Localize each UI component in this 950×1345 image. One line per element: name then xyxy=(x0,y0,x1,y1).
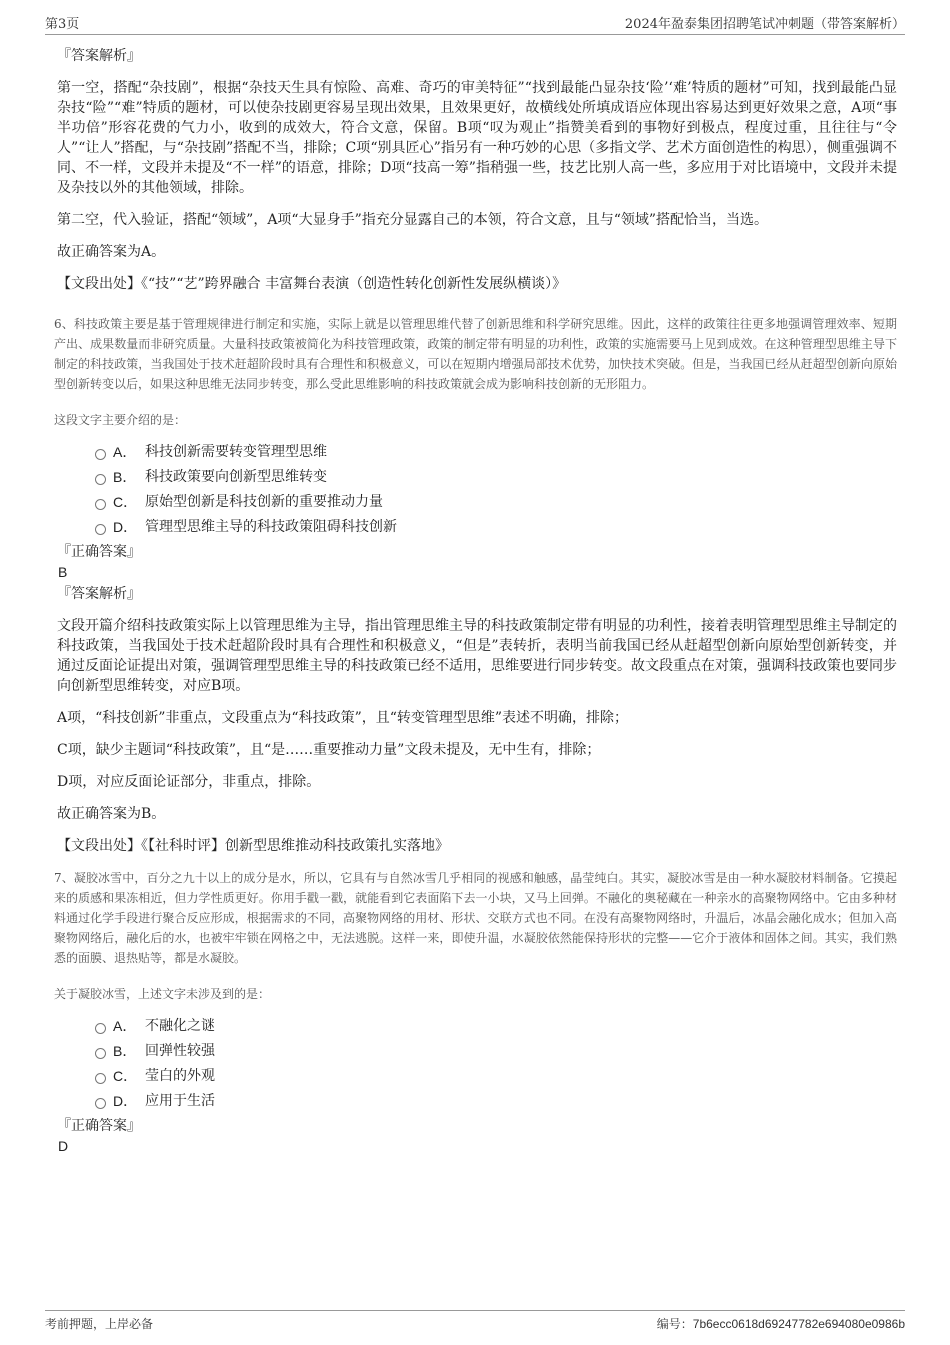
q6-analysis-paragraph: 文段开篇介绍科技政策实际上以管理思维为主导，指出管理思维主导的科技政策制定带有明显的功利性，接着表明管理型思维主导制定的科技政策，当我国处于技术赶超阶段时具有合理性和积极意义，“但是”表转折，表明当前我国已经从赶超型创新向原始型创新转变，并通过反面论证提出对策，强调管理型思维主导的科技政策已经不适用，思维要进行同步转变。故文段重点在对策，强调科技政策也要同步向创新型思维转变，对应B项。 xyxy=(57,618,897,694)
q7-prompt: 关于凝胶冰雪，上述文字未涉及到的是： xyxy=(54,987,271,1001)
q6-options xyxy=(95,442,897,537)
q7-option-d[interactable]: D． 应用于生活 xyxy=(95,1091,897,1111)
footer-code xyxy=(657,1315,905,1332)
radio-icon[interactable] xyxy=(95,1048,106,1059)
q6-option-b[interactable]: B． 科技政策要向创新型思维转变 xyxy=(95,467,897,487)
q7-correct-label: 『正确答案』 xyxy=(57,1118,141,1134)
q6-option-a[interactable]: A． 科技创新需要转变管理型思维 xyxy=(95,442,897,462)
page-header xyxy=(45,10,905,35)
q6-stem: 6、科技政策主要是基于管理规律进行制定和实施，实际上就是以管理思维代替了创新思维和科学研究思维。因此，这样的政策往往更多地强调管理效率、短期产出、成果数量而非研究质量。大量科技政策被简化为科技管理政策，政策的制定带有明显的功利性，政策的实施需要马上见到成效。在这种管理型思维主导下制定的科技政策，当我国处于技术赶超阶段时具有合理性和积极意义，可以在短期内增强局部技术优势，加快技术突破。但是，当我国已经从赶超型创新向原始型创新转变以后，如果这种思维无法同步转变，那么受此思维影响的科技政策就会成为影响科技创新的无形阻力。 xyxy=(54,317,897,391)
radio-icon[interactable] xyxy=(95,499,106,510)
radio-icon[interactable] xyxy=(95,474,106,485)
q6-analysis-paragraph: A项，“科技创新”非重点，文段重点为“科技政策”，且“转变管理型思维”表述不明确，排除； xyxy=(57,710,629,726)
q6-option-d[interactable]: D． 管理型思维主导的科技政策阻碍科技创新 xyxy=(95,517,897,537)
q5-analysis-paragraph: 第一空，搭配“杂技剧”，根据“杂技天生具有惊险、高难、奇巧的审美特征”“找到最能凸显杂技‘险’‘难’特质的题材”可知，找到最能凸显杂技“险”“难”特质的题材，可以使杂技剧更容易呈现出效果，且效果更好，故横线处所填成语应体现出容易达到更好效果之意，A项“事半功倍”形容花费的气力小，收到的成效大，符合文意，保留。B项“叹为观止”指赞美看到的事物好到极点，程度过重，且往往与“令人”“让人”搭配，与“杂技剧”搭配不当，排除；C项“别具匠心”指另有一种巧妙的心思（多指文学、艺术方面创造性的构思），侧重强调不同、不一样，文段并未提及“不一样”的语意，排除；D项“技高一筹”指稍强一些，技艺比别人高一些，多应用于对比语境中，文段并未提及杂技以外的其他领域，排除。 xyxy=(57,80,897,196)
q7-stem: 7、凝胶冰雪中，百分之九十以上的成分是水，所以，它具有与自然冰雪几乎相同的视感和触感，晶莹纯白。其实，凝胶冰雪是由一种水凝胶材料制备。它摸起来的质感和果冻相近，但力学性质更好。你用手戳一戳，就能看到它表面陷下去一小块，又马上回弹。不融化的奥秘藏在一种亲水的高聚物网络中。它由多种材料通过化学手段进行聚合反应形成，根据需求的不同，高聚物网络的用材、形状、交联方式也不同。在没有高聚物网络时，升温后，冰晶会融化成水；但加入高聚物网络后，融化后的水，也被牢牢锁在网格之中，无法逃脱。这样一来，即使升温，水凝胶依然能保持形状的完整——它介于液体和固体之间。其实，我们熟悉的面膜、退热贴等，都是水凝胶。 xyxy=(54,871,897,965)
page-content xyxy=(54,40,897,1156)
q6-conclusion: 故正确答案为B。 xyxy=(57,806,166,822)
q5-conclusion: 故正确答案为A。 xyxy=(57,244,166,260)
q6-analysis-label: 『答案解析』 xyxy=(57,586,141,602)
radio-icon[interactable] xyxy=(95,1023,106,1034)
q6-source: 【文段出处】《【社科时评】创新型思维推动科技政策扎实落地》 xyxy=(57,838,449,854)
radio-icon[interactable] xyxy=(95,524,106,535)
footer-slogan: 考前押题，上岸必备 xyxy=(45,1317,154,1331)
q6-correct-label: 『正确答案』 xyxy=(57,544,141,560)
footer-code-label: 编号： xyxy=(656,1317,693,1331)
q5-analysis-label: 『答案解析』 xyxy=(57,48,141,64)
page-footer xyxy=(45,1310,905,1335)
radio-icon[interactable] xyxy=(95,449,106,460)
document-title: 2024年盈泰集团招聘笔试冲刺题（带答案解析） xyxy=(624,17,905,32)
radio-icon[interactable] xyxy=(95,1098,106,1109)
page-number: 第3页 xyxy=(45,17,80,32)
q6-prompt: 这段文字主要介绍的是： xyxy=(54,413,187,427)
q6-option-c[interactable]: C． 原始型创新是科技创新的重要推动力量 xyxy=(95,492,897,512)
radio-icon[interactable] xyxy=(95,1073,106,1084)
q7-option-c[interactable]: C． 莹白的外观 xyxy=(95,1066,897,1086)
q7-correct-value: D xyxy=(58,1138,69,1154)
q6-analysis-paragraph: D项，对应反面论证部分，非重点，排除。 xyxy=(57,774,321,790)
q7-option-a[interactable]: A． 不融化之谜 xyxy=(95,1016,897,1036)
q7-option-b[interactable]: B． 回弹性较强 xyxy=(95,1041,897,1061)
q5-analysis-paragraph: 第二空，代入验证，搭配“领域”，A项“大显身手”指充分显露自己的本领，符合文意，且与“领域”搭配恰当，当选。 xyxy=(57,212,769,228)
q5-source: 【文段出处】《“技”“艺”跨界融合 丰富舞台表演（创造性转化创新性发展纵横谈）》 xyxy=(57,276,567,292)
q7-options xyxy=(95,1016,897,1111)
q6-analysis-paragraph: C项，缺少主题词“科技政策”，且“是……重要推动力量”文段未提及，无中生有，排除； xyxy=(57,742,601,758)
q6-correct-value: B xyxy=(58,564,68,580)
footer-code-value: 7b6ecc0618d69247782e694080e0986b xyxy=(692,1317,905,1331)
